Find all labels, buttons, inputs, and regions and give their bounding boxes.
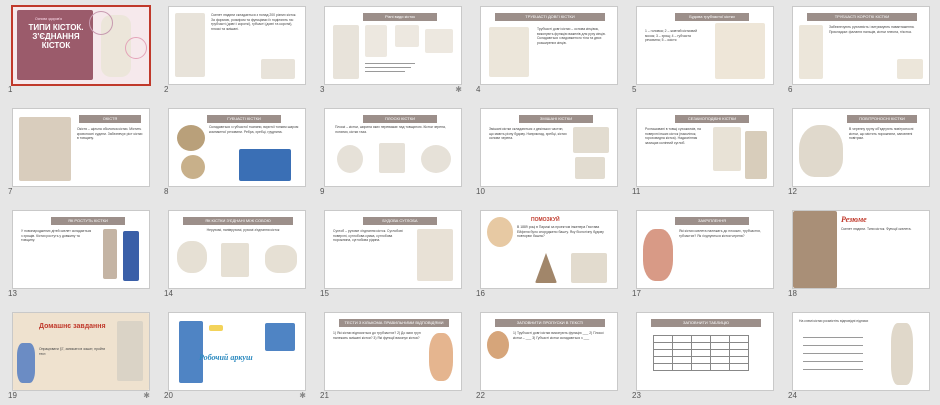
divider — [365, 63, 415, 64]
slide-thumbnail-10[interactable] — [481, 109, 617, 186]
slide-21-text: 1) Які кістки відносяться до трубчастих? 2) До яких груп належать змішані кістки? 3) Які функції виконує кістка? — [333, 331, 421, 340]
slide-11-text: Розташовані в товщі сухожилків, на поверхні інших кісток (наколінок, гороховидна кістка). Надколінник захищає колінний суглоб. — [645, 127, 701, 145]
slide-cell-3 — [318, 4, 463, 95]
slide-15-title: БУДОВА СУГЛОБА — [363, 217, 437, 225]
slide-18-text: Скелет людини. Типи кісток. Функції скелета. — [841, 227, 912, 231]
pelvis-image — [265, 245, 297, 273]
ribcage-image — [239, 149, 291, 181]
slide-thumbnail-13[interactable] — [13, 211, 149, 288]
slide-14-text: Нерухомі, напіврухомі, рухомі з'єднання кісток — [206, 228, 280, 232]
eiffel-tower-image — [535, 253, 557, 283]
slide-24-text: На схемі кістки розмістіть відповідні підписи — [799, 319, 869, 323]
slide-cell-4 — [474, 4, 619, 95]
slide-thumbnail-21[interactable] — [325, 313, 461, 390]
slide-number: 7 — [8, 187, 13, 196]
slide-thumbnail-1[interactable] — [13, 7, 149, 84]
slide-thumbnail-22[interactable] — [481, 313, 617, 390]
slide-cell-22 — [474, 310, 619, 401]
slide-cell-23 — [630, 310, 775, 401]
slide-number: 17 — [632, 289, 641, 298]
slide-cell-19 — [6, 310, 151, 401]
circle-decoration — [125, 37, 147, 59]
slide-thumbnail-23[interactable] — [637, 313, 773, 390]
animation-icon: ✱ — [143, 391, 150, 400]
bone-diagram — [715, 23, 765, 79]
slide-4-text: Трубчасті довгі кістки – основа кінцівок, виконують функцію важелів для руху кінців. Складаються з видовженого тіла та двох розширених кінців. — [537, 27, 606, 45]
slide-thumbnail-17[interactable] — [637, 211, 773, 288]
bones-image — [365, 25, 387, 57]
answer-line — [803, 361, 863, 362]
slide-number: 2 — [164, 85, 169, 94]
slide-number: 14 — [164, 289, 173, 298]
slide-thumbnail-20[interactable] — [169, 313, 305, 390]
slide-thumbnail-11[interactable] — [637, 109, 773, 186]
slide-5-text: 1 – головка; 2 – жовтий кістковий мозок; 3 – хрящ; 4 – губчаста речовина; 5 – окістя — [645, 29, 697, 43]
slide-11-title: СЕЗАМОПОДІБНІ КІСТКИ — [675, 115, 749, 123]
slide-cell-18 — [786, 208, 931, 299]
bones-image — [425, 29, 453, 53]
joint-diagram — [417, 229, 453, 281]
slide-number: 20 — [164, 391, 173, 400]
bone-tissue-image — [181, 155, 205, 179]
slide-number: 6 — [788, 85, 793, 94]
skeleton-image — [175, 13, 205, 77]
slide-thumbnail-14[interactable] — [169, 211, 305, 288]
divider — [365, 67, 411, 68]
slide-17-title: ЗАКРІПЛЕННЯ — [675, 217, 749, 225]
slide-1-subtitle: Основи здоров'я — [35, 17, 62, 21]
slide-3-title: Різні види кісток — [363, 13, 437, 21]
schoolboy-image — [17, 343, 35, 383]
slide-15-text: Суглоб – рухоме з'єднання кісток. Суглобові поверхні, суглобова сумка, суглобова порожнина, суглобова рідина. — [333, 229, 403, 243]
slide-thumbnail-4[interactable] — [481, 7, 617, 84]
slide-16-title: ПОМОЗКУЙ — [531, 217, 560, 223]
slide-cell-2 — [162, 4, 307, 95]
answer-line — [803, 353, 863, 354]
vertebra-image — [575, 157, 605, 179]
slide-cell-13 — [6, 208, 151, 299]
skeleton-photo — [793, 211, 837, 288]
slide-thumbnail-24[interactable] — [793, 313, 929, 390]
circle-decoration — [89, 11, 113, 35]
slide-cell-1 — [6, 4, 151, 95]
slide-cell-14 — [162, 208, 307, 299]
thinking-man-image — [487, 217, 513, 247]
slide-8-text: Складаються з губчастої тканини, вкритої тонким шаром компактної речовини. Ребра, хребці, груднина. — [209, 125, 299, 134]
skeleton-image — [179, 321, 203, 383]
hand-bones-image — [713, 127, 741, 171]
slide-19-title: Домашнє завдання — [39, 323, 106, 330]
slide-cell-20 — [162, 310, 307, 401]
femur-image — [891, 323, 913, 385]
bones-image — [221, 243, 249, 277]
slide-7-text: Окістя – щільна оболонка кістки. Містить кровоносні судини. Забезпечує ріст кістки в товщину. — [77, 127, 143, 141]
skeleton-image — [333, 25, 359, 79]
slide-12-title: ПОВІТРОНОСНІ КІСТКИ — [847, 115, 917, 123]
slide-16-text: В 1889 році в Парижі за проектом інженера Гюстава Ейфеля було споруджено башту. Яку біологічну будову повторює башта? — [517, 225, 604, 239]
slide-cell-17 — [630, 208, 775, 299]
skeleton-image — [261, 59, 295, 79]
knee-image — [745, 131, 767, 179]
slide-13-text: У новонароджених дітей скелет складається з хрящів. Кістки ростуть у довжину та товщину. — [21, 229, 92, 243]
slide-number: 15 — [320, 289, 329, 298]
slide-thumbnail-5[interactable] — [637, 7, 773, 84]
divider — [365, 71, 405, 72]
slide-number: 19 — [8, 391, 17, 400]
slide-number: 11 — [632, 187, 641, 196]
slide-thumbnail-3[interactable] — [325, 7, 461, 84]
slide-number: 9 — [320, 187, 325, 196]
skeleton-image — [103, 229, 117, 279]
slide-number: 4 — [476, 85, 481, 94]
answer-line — [803, 369, 863, 370]
scapula-image — [379, 143, 405, 173]
slide-cell-7 — [6, 106, 151, 197]
slide-10-title: ЗМІШАНІ КІСТКИ — [519, 115, 593, 123]
slide-6-text: Забезпечують рухливість і витримують навантаження. Прикладом: фаланги пальців, кістки плесна, п'ястка. — [829, 25, 915, 34]
slide-6-title: ТРУБЧАСТІ КОРОТКІ КІСТКИ — [807, 13, 917, 21]
skull-image — [177, 241, 207, 273]
foot-bones-image — [897, 59, 923, 79]
bones-image — [489, 27, 529, 77]
slide-number: 23 — [632, 391, 641, 400]
animation-icon: ✱ — [455, 85, 462, 94]
slide-number: 3 — [320, 85, 325, 94]
slide-number: 22 — [476, 391, 485, 400]
slide-grid — [6, 4, 931, 401]
slide-thumbnail-2[interactable] — [169, 7, 305, 84]
slide-cell-21 — [318, 310, 463, 401]
label-sticker — [209, 325, 223, 331]
slide-cell-10 — [474, 106, 619, 197]
slide-cell-24 — [786, 310, 931, 401]
slide-thumbnail-18[interactable] — [793, 211, 929, 288]
slide-number: 18 — [788, 289, 797, 298]
slide-thumbnail-19[interactable] — [13, 313, 149, 390]
slide-cell-11 — [630, 106, 775, 197]
bone-image — [19, 117, 71, 181]
slide-number: 1 — [8, 85, 13, 94]
slide-17-text: Які кістки скелета належать до плоских, трубчастих, губчастих? Як з'єднуються кістки черепа? — [679, 229, 762, 238]
vertebra-image — [573, 127, 609, 153]
slide-9-text: Плоскі – кістки, ширина яких переважає над товщиною. Кістки черепа, лопатки, кістки таза. — [335, 125, 446, 134]
slide-cell-16 — [474, 208, 619, 299]
skull-image — [337, 145, 363, 173]
slide-number: 5 — [632, 85, 637, 94]
slide-number: 24 — [788, 391, 797, 400]
slide-number: 21 — [320, 391, 329, 400]
slide-23-title: ЗАПОВНИТИ ТАБЛИЦЮ — [651, 319, 761, 327]
slide-20-title: Робочий аркуш — [199, 353, 253, 362]
slide-8-title: ГУБЧАСТІ КІСТКИ — [207, 115, 281, 123]
slide-thumbnail-9[interactable] — [325, 109, 461, 186]
skeleton-image — [117, 321, 143, 381]
slide-22-title: ЗАПОВНИТИ ПРОПУСКИ В ТЕКСТІ — [495, 319, 605, 327]
slide-13-title: ЯК РОСТУТЬ КІСТКИ — [51, 217, 125, 225]
slide-thumbnail-6[interactable] — [793, 7, 929, 84]
slide-number: 8 — [164, 187, 169, 196]
pelvis-image — [421, 145, 451, 173]
slide-cell-9 — [318, 106, 463, 197]
slide-7-title: ОКІСТЯ — [79, 115, 141, 123]
slide-21-title: ТЕСТИ З КІЛЬКОМА ПРАВИЛЬНИМИ ВІДПОВІДЯМИ — [339, 319, 449, 327]
slide-number: 10 — [476, 187, 485, 196]
slide-22-text: 1) Трубчасті довгі кістки виконують функцію ___ 2) Плоскі кістки – ___ 3) Губчасті кістки складаються з ___ — [513, 331, 604, 340]
boy-image — [487, 331, 509, 359]
teacher-image — [643, 229, 673, 281]
slide-19-text: Опрацювати §7, записати в зошит, пройти тест. — [39, 347, 106, 356]
slide-12-text: В черепну групу об'єднують повітроносні кістки, що містять порожнини, заповнені повітрям. — [849, 127, 914, 141]
slide-number: 13 — [8, 289, 17, 298]
answer-line — [803, 345, 863, 346]
slide-cell-15 — [318, 208, 463, 299]
skeleton-image — [123, 231, 139, 281]
slide-9-title: ПЛОСКІ КІСТКИ — [363, 115, 437, 123]
slide-thumbnail-7[interactable] — [13, 109, 149, 186]
answer-line — [803, 337, 863, 338]
slide-number: 12 — [788, 187, 797, 196]
fill-table — [653, 335, 749, 371]
slide-thumbnail-12[interactable] — [793, 109, 929, 186]
slide-thumbnail-15[interactable] — [325, 211, 461, 288]
skull-image — [799, 125, 843, 177]
slide-cell-5 — [630, 4, 775, 95]
ribcage-image — [265, 323, 295, 351]
bone-tissue-image — [177, 125, 205, 151]
bones-image — [395, 25, 419, 47]
slide-2-text: Скелет людини складається з понад 200 різних кісток. За формою, розміром та функціями їх поділяють на: трубчасті (довгі і короткі), губчасті (довгі та короткі), плоскі та змішані. — [211, 13, 297, 31]
slide-cell-6 — [786, 4, 931, 95]
slide-10-text: Змішані кістки складаються з декількох частин, що мають різну будову. Наприклад, хребці, кістки основи черепа. — [489, 127, 567, 141]
femur-image — [571, 253, 607, 283]
slide-14-title: ЯК КІСТКИ З'ЄДНАНІ МІЖ СОБОЮ — [183, 217, 293, 225]
slide-cell-8 — [162, 106, 307, 197]
student-image — [429, 333, 453, 381]
slide-thumbnail-8[interactable] — [169, 109, 305, 186]
slide-5-title: Будова трубчастої кістки — [675, 13, 749, 21]
slide-thumbnail-16[interactable] — [481, 211, 617, 288]
slide-cell-12 — [786, 106, 931, 197]
slide-18-title: Резюме — [841, 215, 867, 224]
animation-icon: ✱ — [299, 391, 306, 400]
hand-bones-image — [799, 25, 823, 79]
slide-number: 16 — [476, 289, 485, 298]
slide-1-title: ТИПИ КІСТОК. З'ЄДНАННЯ КІСТОК — [28, 23, 84, 50]
slide-4-title: ТРУБЧАСТІ ДОВГІ КІСТКИ — [495, 13, 605, 21]
